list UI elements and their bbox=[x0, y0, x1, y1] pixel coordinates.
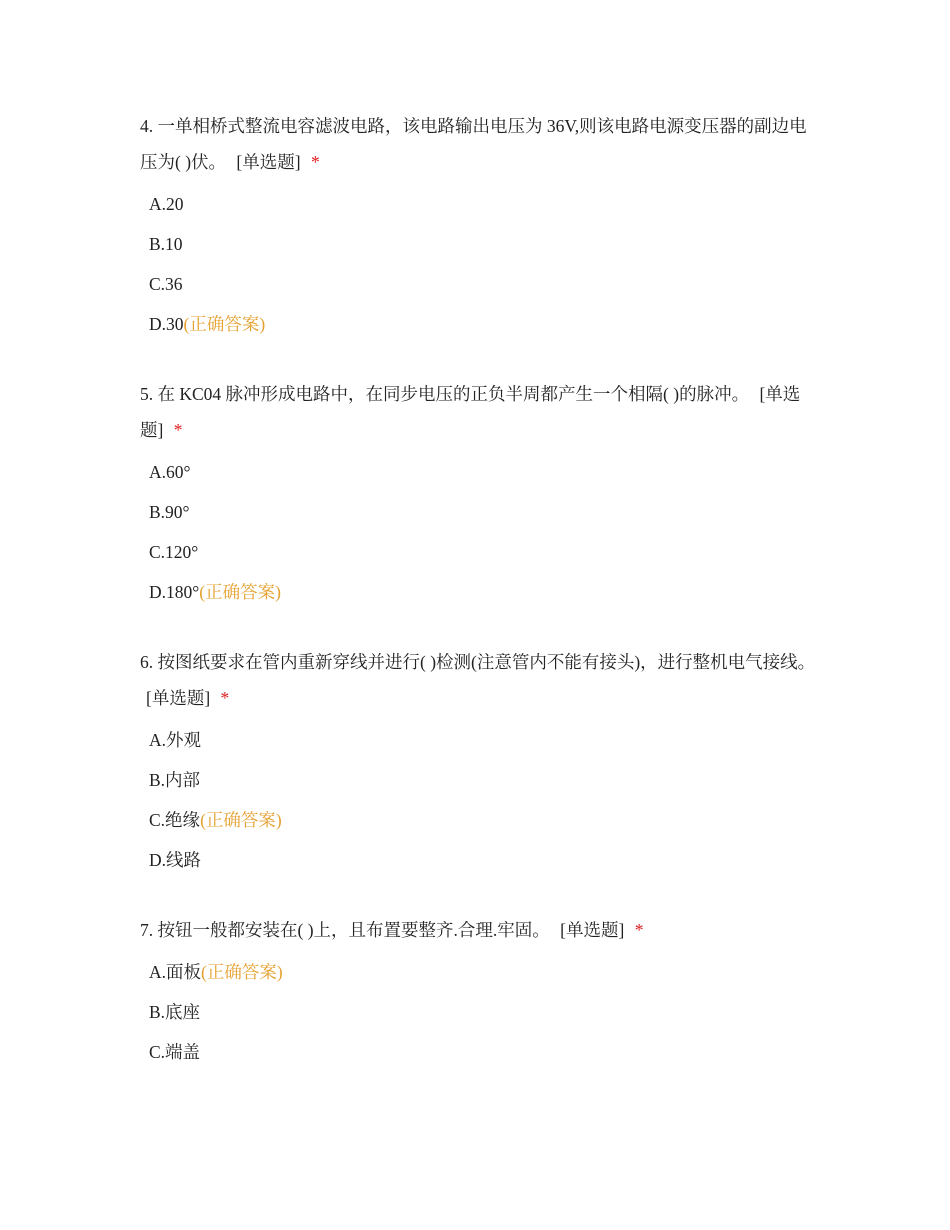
option-d bbox=[140, 572, 820, 612]
question-type: [单选题] bbox=[140, 384, 801, 440]
option-c bbox=[140, 1032, 820, 1072]
option-a bbox=[140, 184, 820, 224]
option-text: B.底座 bbox=[149, 1002, 201, 1022]
question-text: 按钮一般都安装在( )上，且布置要整齐.合理.牢固。 bbox=[157, 920, 550, 940]
question-number: 5. bbox=[140, 384, 154, 404]
required-mark: * bbox=[310, 152, 320, 172]
question-title bbox=[140, 108, 820, 180]
option-text: C.端盖 bbox=[149, 1042, 201, 1062]
question-type: [单选题] bbox=[560, 920, 625, 940]
option-text: D.180° bbox=[149, 582, 200, 602]
option-text: A.60° bbox=[149, 462, 191, 482]
option-c bbox=[140, 264, 820, 304]
option-c bbox=[140, 800, 820, 840]
question-4 bbox=[140, 108, 820, 344]
option-b bbox=[140, 992, 820, 1032]
option-b bbox=[140, 492, 820, 532]
correct-answer-label: (正确答案) bbox=[183, 314, 266, 334]
option-text: D.线路 bbox=[149, 850, 202, 870]
option-text: C.36 bbox=[149, 274, 183, 294]
option-a bbox=[140, 720, 820, 760]
option-text: D.30 bbox=[149, 314, 184, 334]
option-b bbox=[140, 760, 820, 800]
required-mark: * bbox=[173, 420, 183, 440]
question-text: 按图纸要求在管内重新穿线并进行( )检测(注意管内不能有接头)，进行整机电气接线。 bbox=[157, 652, 816, 672]
option-b bbox=[140, 224, 820, 264]
correct-answer-label: (正确答案) bbox=[200, 810, 282, 830]
option-text: C.120° bbox=[149, 542, 199, 562]
question-list bbox=[140, 108, 820, 1104]
question-5 bbox=[140, 376, 820, 612]
question-title bbox=[140, 376, 820, 448]
option-a bbox=[140, 952, 820, 992]
question-number: 4. bbox=[140, 116, 154, 136]
correct-answer-label: (正确答案) bbox=[201, 962, 283, 982]
option-text: B.内部 bbox=[149, 770, 201, 790]
option-text: B.10 bbox=[149, 234, 183, 254]
question-type: [单选题] bbox=[236, 152, 301, 172]
option-text: A.20 bbox=[149, 194, 184, 214]
option-text: C.绝缘 bbox=[149, 810, 201, 830]
option-text: A.面板 bbox=[149, 962, 202, 982]
question-7 bbox=[140, 912, 820, 1072]
question-type: [单选题] bbox=[146, 688, 211, 708]
question-title bbox=[140, 644, 820, 716]
option-text: A.外观 bbox=[149, 730, 202, 750]
option-c bbox=[140, 532, 820, 572]
question-text: 一单相桥式整流电容滤波电路，该电路输出电压为 36V,则该电路电源变压器的副边电压为( )伏。 bbox=[140, 116, 807, 172]
option-a bbox=[140, 452, 820, 492]
option-d bbox=[140, 840, 820, 880]
question-text: 在 KC04 脉冲形成电路中，在同步电压的正负半周都产生一个相隔( )的脉冲。 bbox=[157, 384, 750, 404]
required-mark: * bbox=[220, 688, 230, 708]
required-mark: * bbox=[634, 920, 644, 940]
option-text: B.90° bbox=[149, 502, 190, 522]
correct-answer-label: (正确答案) bbox=[199, 582, 281, 602]
question-title bbox=[140, 912, 820, 948]
question-number: 7. bbox=[140, 920, 154, 940]
question-number: 6. bbox=[140, 652, 154, 672]
option-d bbox=[140, 304, 820, 344]
question-6 bbox=[140, 644, 820, 880]
